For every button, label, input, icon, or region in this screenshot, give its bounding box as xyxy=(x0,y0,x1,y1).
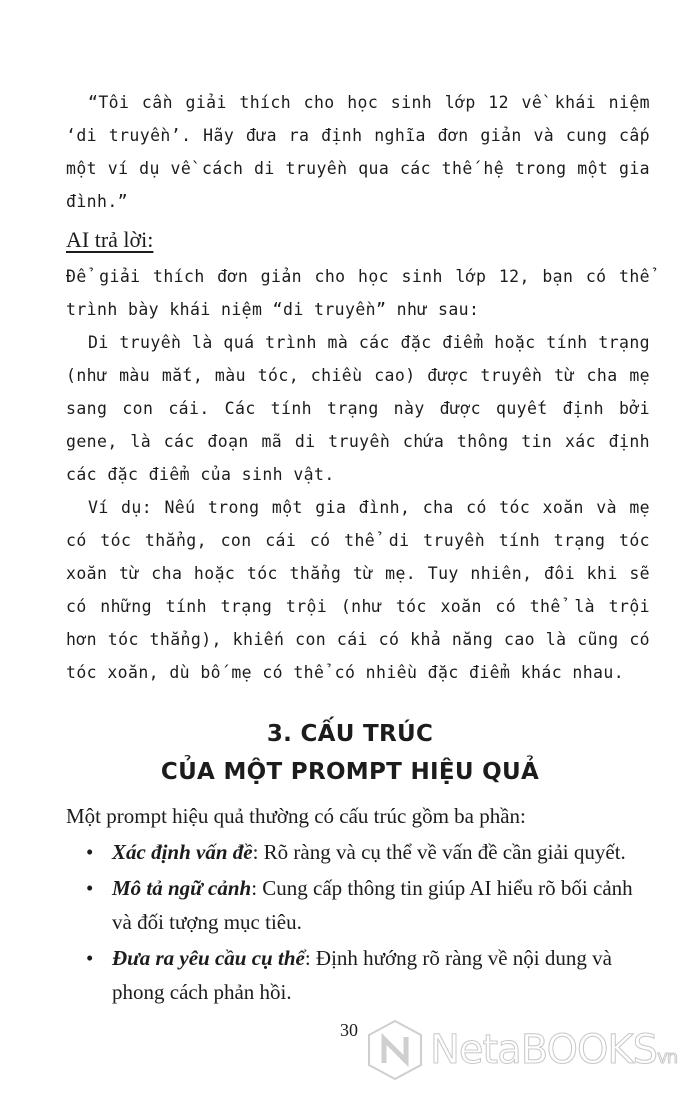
page-footer xyxy=(66,1019,678,1081)
watermark-brand: NetaBOOKS xyxy=(430,1027,658,1073)
list-item xyxy=(86,835,650,869)
netabooks-hexagon-icon xyxy=(366,1019,424,1081)
ai-answer xyxy=(66,260,650,689)
section-heading-line2: CỦA MỘT PROMPT HIỆU QUẢ xyxy=(160,759,540,785)
page-number: 30 xyxy=(340,1020,358,1040)
answer-definition: Di truyền là quá trình mà các đặc điểm hoặc tính trạng (như màu mắt, màu tóc, chiều cao) được truyền từ cha mẹ sang con cái. Các tính trạng này được quyết định bởi gene, là các đoạn mã di truyền chứa thông tin xác định các đặc điểm của sinh vật. xyxy=(66,333,650,484)
list-item-term: Đưa ra yêu cầu cụ thể xyxy=(112,946,305,970)
list-item xyxy=(86,871,650,939)
section-heading xyxy=(0,715,700,791)
bullet-icon: • xyxy=(86,840,94,864)
ai-answer-label: AI trả lời: xyxy=(66,227,154,252)
watermark-text xyxy=(430,1027,677,1073)
list-item-text: : Định hướng rõ ràng về nội dung và phong cách phản hồi. xyxy=(112,946,612,1004)
prompt-quote-text: “Tôi cần giải thích cho học sinh lớp 12 về khái niệm ‘di truyền’. Hãy đưa ra định nghĩa đơn giản và cung cấp một ví dụ về cách di truyền qua các thế hệ trong một gia đình.” xyxy=(66,93,650,211)
list-item-text: : Rõ ràng và cụ thể về vấn đề cần giải quyết. xyxy=(252,840,626,864)
list-item xyxy=(86,941,650,1009)
section-intro: Một prompt hiệu quả thường có cấu trúc gồm ba phần: xyxy=(66,804,526,828)
bullet-icon: • xyxy=(86,946,94,970)
list-item-term: Mô tả ngữ cảnh xyxy=(112,876,252,900)
answer-example: Ví dụ: Nếu trong một gia đình, cha có tóc xoăn và mẹ có tóc thẳng, con cái có thể di truyền tính trạng tóc xoăn từ cha hoặc tóc thẳng từ mẹ. Tuy nhiên, đôi khi sẽ có những tính trạng trội (như tóc xoăn có thể là trội hơn tóc thẳng), khiến con cái có khả năng cao là cũng có tóc xoăn, dù bố mẹ có thể có nhiều đặc điểm khác nhau. xyxy=(66,498,650,682)
watermark-logo xyxy=(366,1019,677,1081)
prompt-structure-list xyxy=(86,835,650,1009)
section-heading-line1: 3. CẤU TRÚC xyxy=(266,721,434,747)
list-item-text: : Cung cấp thông tin giúp AI hiểu rõ bối cảnh và đối tượng mục tiêu. xyxy=(112,876,633,934)
answer-intro: Để giải thích đơn giản cho học sinh lớp 12, bạn có thể trình bày khái niệm “di truyền” như sau: xyxy=(66,267,650,319)
bullet-icon: • xyxy=(86,876,94,900)
watermark-suffix: vn xyxy=(657,1047,678,1068)
list-item-term: Xác định vấn đề xyxy=(112,840,253,864)
prompt-quote xyxy=(66,86,650,218)
